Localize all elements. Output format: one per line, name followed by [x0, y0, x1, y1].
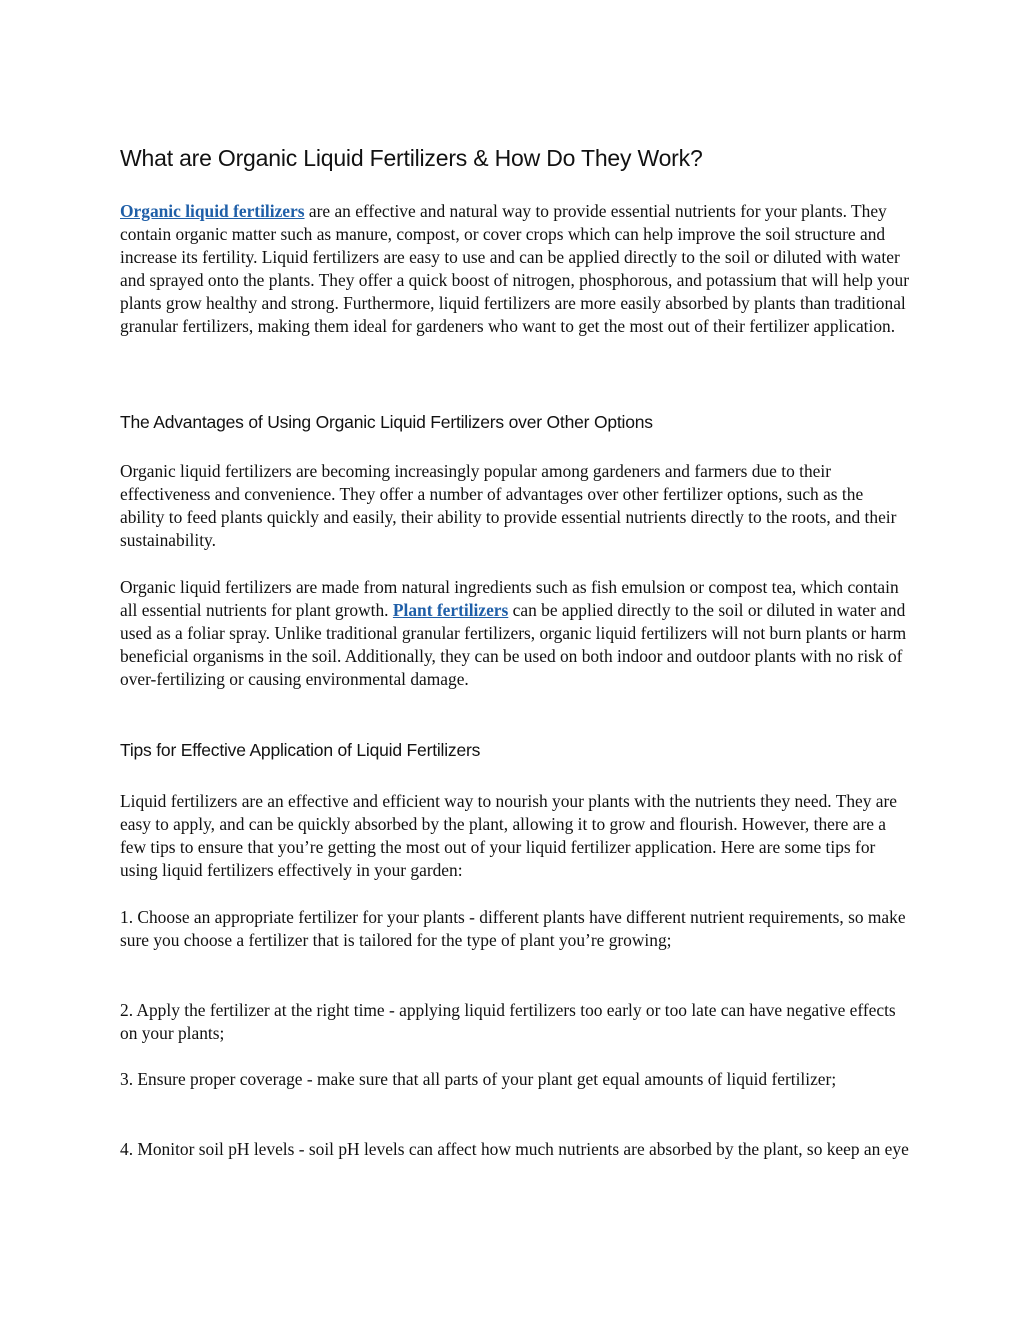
- plant-fertilizers-link[interactable]: Plant fertilizers: [392, 600, 509, 621]
- advantages-paragraph-2: [120, 576, 910, 691]
- tips-heading: Tips for Effective Application of Liquid Fertilizers: [120, 740, 481, 760]
- advantages-heading: The Advantages of Using Organic Liquid Fertilizers over Other Options: [120, 412, 653, 432]
- advantages-p2-after: can be applied directly to the soil or diluted in water and used as a foliar spray. Unlike traditional granular fertilizers, organic liquid fertilizers will not burn plants or harm beneficial organisms in the soil. Additionally, they can be used on both indoor and outdoor plants with no risk of over-fertilizing or causing environmental damage.: [120, 600, 907, 690]
- tip-item-3: 3. Ensure proper coverage - make sure that all parts of your plant get equal amounts of liquid fertilizer;: [120, 1069, 837, 1089]
- intro-paragraph: [120, 200, 910, 339]
- page-title: What are Organic Liquid Fertilizers & How Do They Work?: [120, 145, 703, 171]
- tip-item-2: 2. Apply the fertilizer at the right time - applying liquid fertilizers too early or too late can have negative effects on your plants;: [120, 1000, 896, 1044]
- organic-liquid-fertilizers-link[interactable]: Organic liquid fertilizers: [120, 201, 305, 221]
- advantages-paragraph-1: Organic liquid fertilizers are becoming increasingly popular among gardeners and farmers due to their effectiveness and convenience. They offer a number of advantages over other fertilizer options, such as the ability to feed plants quickly and easily, their ability to provide essential nutrients directly to the roots, and their sustainability.: [120, 461, 897, 551]
- tip-item-1: 1. Choose an appropriate fertilizer for your plants - different plants have different nutrient requirements, so make sure you choose a fertilizer that is tailored for the type of plant you’re growing;: [120, 907, 906, 951]
- intro-text: are an effective and natural way to provide essential nutrients for your plants. They contain organic matter such as manure, compost, or cover crops which can help improve the soil structure and increase its fertility. Liquid fertilizers are easy to use and can be applied directly to the soil or diluted with water and sprayed onto the plants. They offer a quick boost of nitrogen, phosphorous, and potassium that will help your plants grow healthy and strong. Furthermore, liquid fertilizers are more easily absorbed by plants than traditional granular fertilizers, making them ideal for gardeners who want to get the most out of their fertilizer application.: [120, 201, 910, 337]
- tip-item-4: 4. Monitor soil pH levels - soil pH levels can affect how much nutrients are absorbed by the plant, so keep an eye: [120, 1139, 909, 1159]
- advantages-p2-before: Organic liquid fertilizers are made from natural ingredients such as fish emulsion or compost tea, which contain all essential nutrients for plant growth.: [120, 577, 899, 621]
- tips-intro-paragraph: Liquid fertilizers are an effective and efficient way to nourish your plants with the nutrients they need. They are easy to apply, and can be quickly absorbed by the plant, allowing it to grow and flourish. However, there are a few tips to ensure that you’re getting the most out of your liquid fertilizer application. Here are some tips for using liquid fertilizers effectively in your garden:: [120, 791, 897, 881]
